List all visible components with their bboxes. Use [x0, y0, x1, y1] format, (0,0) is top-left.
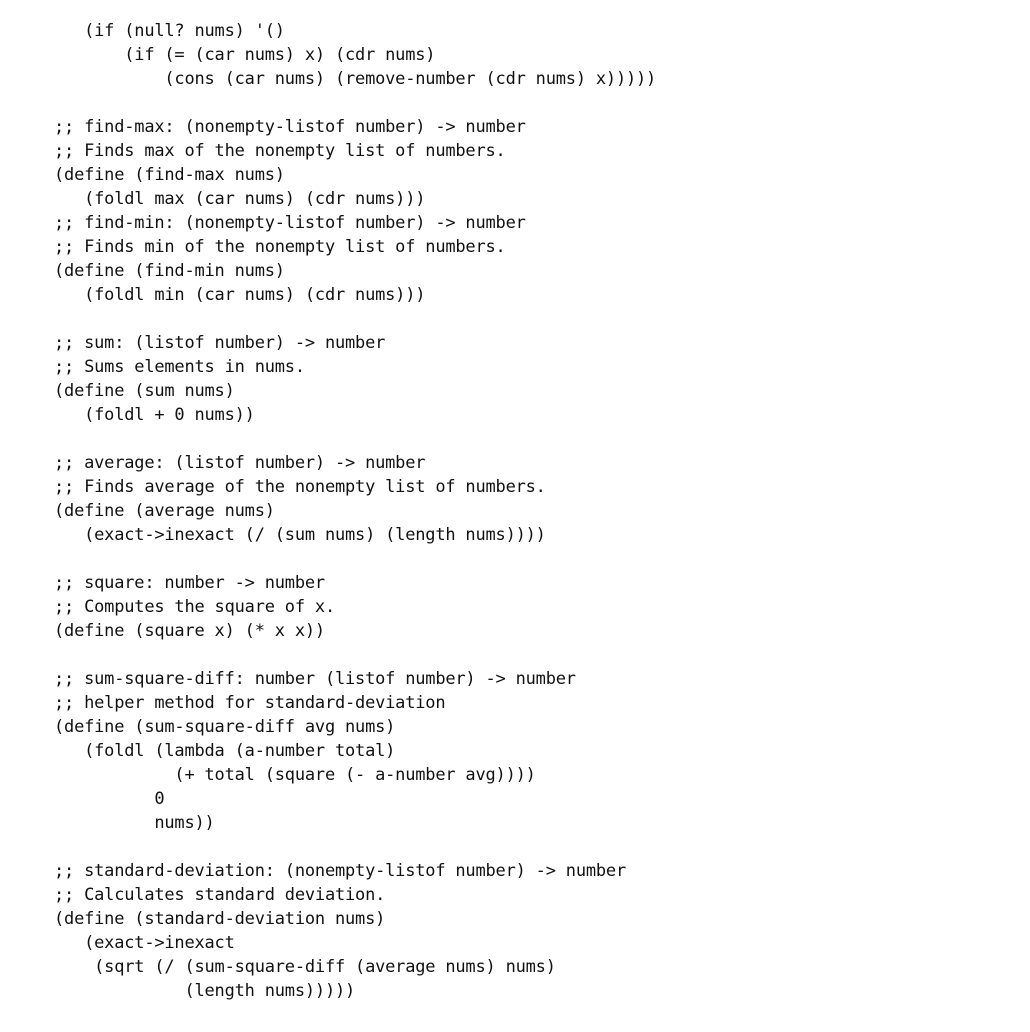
blank-line: [54, 91, 656, 115]
comment-line: ;; Finds min of the nonempty list of numbers.: [54, 237, 506, 257]
code-line: nums)): [54, 813, 215, 833]
comment-line: ;; find-min: (nonempty-listof number) -> number: [54, 213, 526, 233]
code-line: (define (sum-square-diff avg nums): [54, 717, 396, 737]
code-line: (exact->inexact (/ (sum nums) (length nums)))): [54, 525, 546, 545]
code-line: (sqrt (/ (sum-square-diff (average nums) nums): [54, 957, 556, 977]
comment-line: ;; Finds average of the nonempty list of numbers.: [54, 477, 546, 497]
blank-line: [54, 643, 656, 667]
code-line: (foldl max (car nums) (cdr nums))): [54, 189, 426, 209]
blank-line: [54, 307, 656, 331]
code-line: (foldl min (car nums) (cdr nums))): [54, 285, 426, 305]
comment-line: ;; average: (listof number) -> number: [54, 453, 426, 473]
code-line: (exact->inexact: [54, 933, 235, 953]
code-line: (cons (car nums) (remove-number (cdr nums) x))))): [54, 69, 657, 89]
blank-line: [54, 547, 656, 571]
comment-line: ;; square: number -> number: [54, 573, 325, 593]
code-line: (foldl + 0 nums)): [54, 405, 255, 425]
code-line: (define (standard-deviation nums): [54, 909, 386, 929]
code-listing: [54, 19, 656, 1003]
comment-line: ;; Calculates standard deviation.: [54, 885, 386, 905]
blank-line: [54, 835, 656, 859]
code-line: (define (square x) (* x x)): [54, 621, 325, 641]
code-line: 0: [54, 789, 165, 809]
comment-line: ;; helper method for standard-deviation: [54, 693, 446, 713]
code-line: (length nums))))): [54, 981, 356, 1001]
comment-line: ;; sum: (listof number) -> number: [54, 333, 386, 353]
code-line: (define (find-min nums): [54, 261, 285, 281]
code-line: (+ total (square (- a-number avg)))): [54, 765, 536, 785]
comment-line: ;; Finds max of the nonempty list of numbers.: [54, 141, 506, 161]
code-line: (if (= (car nums) x) (cdr nums): [54, 45, 436, 65]
blank-line: [54, 427, 656, 451]
code-line: (foldl (lambda (a-number total): [54, 741, 396, 761]
code-line: (define (average nums): [54, 501, 275, 521]
comment-line: ;; Computes the square of x.: [54, 597, 335, 617]
code-line: (define (find-max nums): [54, 165, 285, 185]
comment-line: ;; sum-square-diff: number (listof number) -> number: [54, 669, 576, 689]
comment-line: ;; standard-deviation: (nonempty-listof number) -> number: [54, 861, 626, 881]
code-line: (if (null? nums) '(): [54, 21, 285, 41]
code-line: (define (sum nums): [54, 381, 235, 401]
comment-line: ;; Sums elements in nums.: [54, 357, 305, 377]
comment-line: ;; find-max: (nonempty-listof number) -> number: [54, 117, 526, 137]
